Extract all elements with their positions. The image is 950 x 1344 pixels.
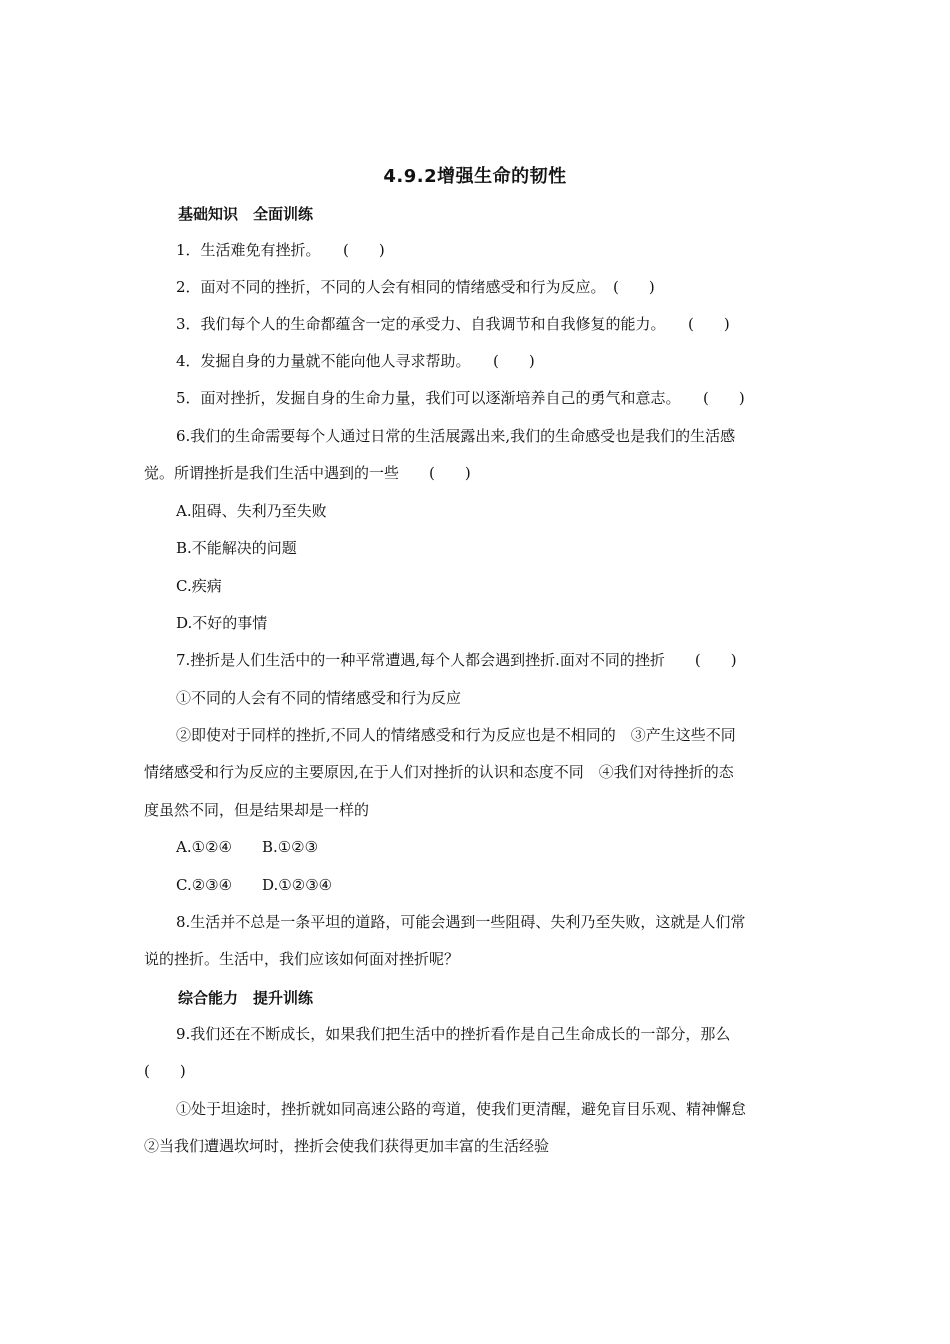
section-heading-advanced: 综合能力 提升训练 [178, 989, 314, 1007]
question-6-line-2: 觉。所谓挫折是我们生活中遇到的一些 ( ) [144, 464, 471, 482]
question-7-options-cd: C.②③④ D.①②③④ [176, 876, 333, 894]
question-8-line-2: 说的挫折。生活中，我们应该如何面对挫折呢？ [144, 950, 460, 968]
question-9-line-1: 9.我们还在不断成长，如果我们把生活中的挫折看作是自己生命成长的一部分，那么 [176, 1025, 731, 1043]
question-2: 2．面对不同的挫折，不同的人会有相同的情绪感受和行为反应。 ( ) [176, 278, 655, 296]
question-1: 1．生活难免有挫折。 ( ) [176, 241, 385, 259]
question-6-option-d: D.不好的事情 [176, 614, 268, 632]
question-7-options-ab: A.①②④ B.①②③ [176, 838, 319, 856]
question-9-line-2: ( ) [144, 1062, 186, 1080]
question-9-statement-1: ①处于坦途时，挫折就如同高速公路的弯道，使我们更清醒，避免盲目乐观、精神懈怠 [176, 1100, 747, 1118]
question-5: 5．面对挫折，发掘自身的生命力量，我们可以逐渐培养自己的勇气和意志。 ( ) [176, 389, 745, 407]
question-7-statement-1: ①不同的人会有不同的情绪感受和行为反应 [176, 689, 462, 707]
section-heading-basic: 基础知识 全面训练 [178, 205, 314, 223]
question-6-option-c: C.疾病 [176, 577, 222, 595]
question-7-statement-2-line-1: ②即使对于同样的挫折,不同人的情绪感受和行为反应也是不相同的 ③产生这些不同 [176, 726, 736, 744]
question-6-option-a: A.阻碍、失利乃至失败 [176, 502, 327, 520]
question-6-line-1: 6.我们的生命需要每个人通过日常的生活展露出来,我们的生命感受也是我们的生活感 [176, 427, 736, 445]
question-7-statement-2-line-3: 度虽然不同，但是结果却是一样的 [144, 801, 370, 819]
question-9-statement-2: ②当我们遭遇坎坷时，挫折会使我们获得更加丰富的生活经验 [144, 1137, 550, 1155]
question-7-stem: 7.挫折是人们生活中的一种平常遭遇,每个人都会遇到挫折.面对不同的挫折 ( ) [176, 651, 737, 669]
question-8-line-1: 8.生活并不总是一条平坦的道路，可能会遇到一些阻碍、失利乃至失败，这就是人们常 [176, 913, 746, 931]
question-3: 3．我们每个人的生命都蕴含一定的承受力、自我调节和自我修复的能力。 ( ) [176, 315, 730, 333]
page-title: 4.9.2增强生命的韧性 [383, 166, 567, 187]
question-4: 4．发掘自身的力量就不能向他人寻求帮助。 ( ) [176, 352, 535, 370]
question-6-option-b: B.不能解决的问题 [176, 539, 297, 557]
question-7-statement-2-line-2: 情绪感受和行为反应的主要原因,在于人们对挫折的认识和态度不同 ④我们对待挫折的态 [144, 763, 734, 781]
